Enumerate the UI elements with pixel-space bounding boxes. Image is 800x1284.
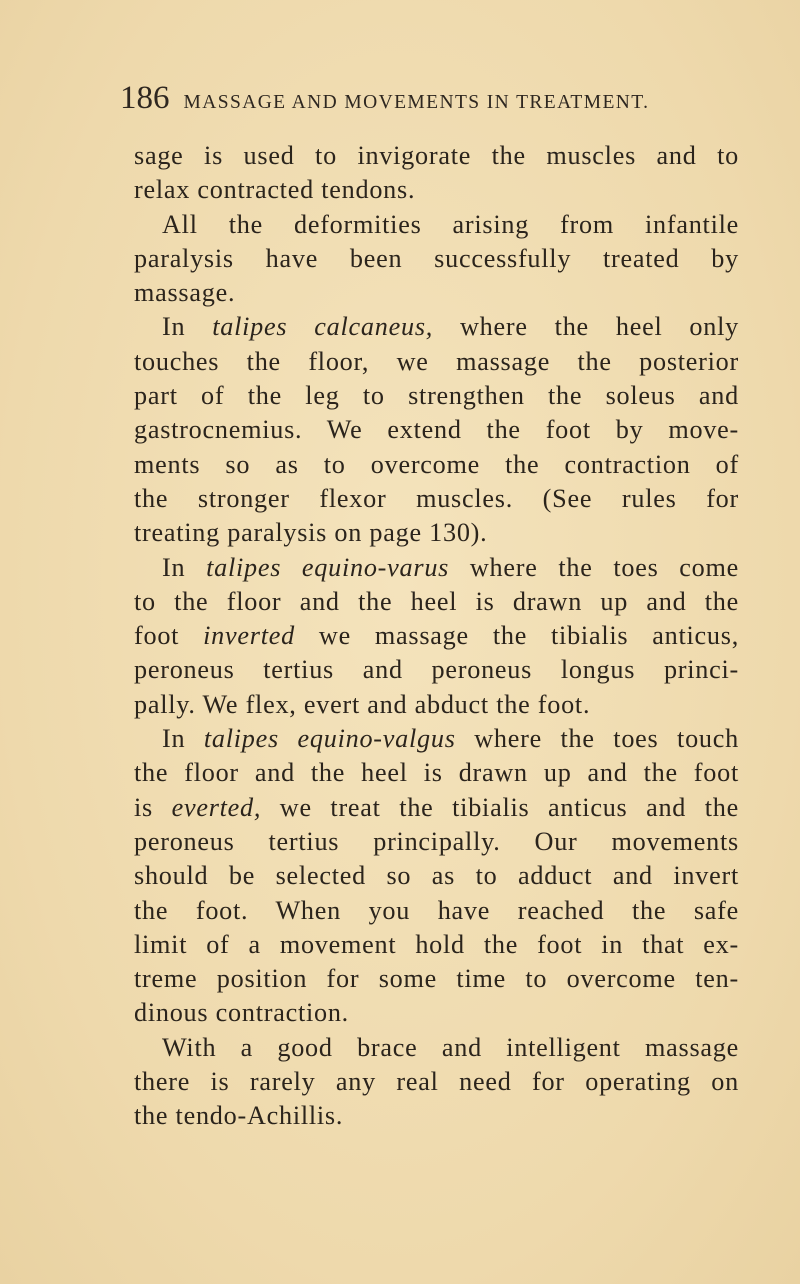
text-line: part of the leg to strengthen the soleus and [134, 381, 739, 411]
paragraph-start-line: In talipes equino-valgus where the toes touch [162, 724, 739, 754]
text-line: gastrocnemius. We extend the foot by move- [134, 415, 739, 445]
text-line: relax contracted tendons. [134, 175, 416, 205]
text-line: massage. [134, 278, 236, 308]
body-text [134, 139, 739, 1134]
page-number: 186 [120, 80, 170, 116]
text-line: dinous contraction. [134, 998, 349, 1028]
italic-term: talipes equino-valgus [203, 724, 456, 754]
text-line: the stronger flexor muscles. (See rules for [134, 483, 739, 513]
text-line: pally. We flex, evert and abduct the foot. [134, 689, 591, 719]
text-line: paralysis have been successfully treated by [134, 243, 739, 273]
text-line: limit of a movement hold the foot in that ex- [134, 929, 739, 959]
text-line: touches the floor, we massage the posterior [134, 346, 739, 376]
text-line: to the floor and the heel is drawn up and the [134, 586, 739, 616]
text-line: treating paralysis on page 130). [134, 518, 488, 548]
paragraph-start-line: In talipes equino-varus where the toes come [162, 552, 739, 582]
text-line: is everted, we treat the tibialis anticus and the [134, 792, 739, 822]
text-line: should be selected so as to adduct and invert [134, 861, 739, 891]
italic-term: inverted [203, 621, 295, 651]
paragraph-start-line: In talipes calcaneus, where the heel only [162, 312, 739, 342]
text-line: the foot. When you have reached the safe [134, 895, 739, 925]
italic-term: talipes equino-varus [206, 552, 450, 582]
paragraph-start-line: All the deformities arising from infantile [162, 209, 739, 239]
text-line: the floor and the heel is drawn up and the foot [134, 758, 739, 788]
text-line: the tendo-Achillis. [134, 1101, 344, 1131]
text-line: peroneus tertius and peroneus longus princi- [134, 655, 739, 685]
page-header [120, 80, 740, 124]
text-line: there is rarely any real need for operating on [134, 1067, 739, 1097]
text-line: ments so as to overcome the contraction of [134, 449, 739, 479]
text-line: foot inverted we massage the tibialis anticus, [134, 621, 739, 651]
text-line: peroneus tertius principally. Our movements [134, 826, 739, 856]
text-line: sage is used to invigorate the muscles and to [134, 141, 739, 170]
italic-term: everted, [171, 792, 262, 822]
paragraph-start-line: With a good brace and intelligent massage [162, 1032, 739, 1062]
text-line: treme position for some time to overcome ten- [134, 964, 739, 994]
italic-term: talipes calcaneus, [212, 312, 434, 342]
running-title: MASSAGE AND MOVEMENTS IN TREATMENT. [183, 92, 650, 113]
